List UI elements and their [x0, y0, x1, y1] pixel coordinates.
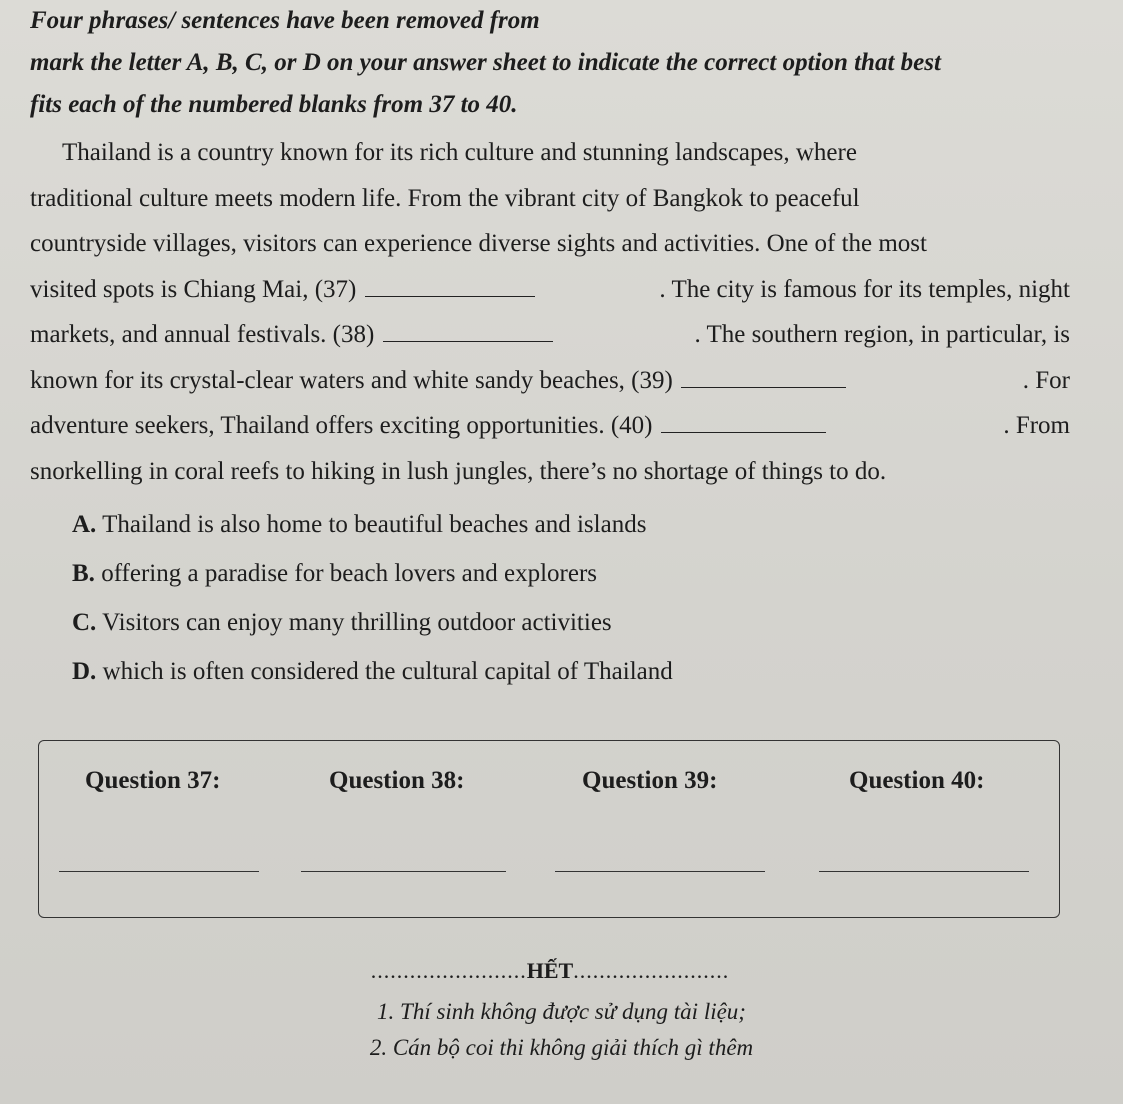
passage-text-after-blank: . The southern region, in particular, is [694, 321, 1070, 348]
blank-40[interactable] [661, 410, 826, 433]
answer-box [38, 740, 1060, 918]
question-39-label: Question 39: [582, 767, 718, 794]
answer-line-38[interactable] [301, 871, 506, 872]
question-37-label: Question 37: [85, 767, 221, 794]
option-c[interactable] [72, 598, 972, 647]
option-b[interactable] [72, 549, 972, 598]
passage-text: Thailand is a country known for its rich culture and stunning landscapes, where [62, 139, 857, 166]
passage-line [30, 130, 1070, 176]
passage-line [30, 176, 1070, 222]
question-38-label: Question 38: [329, 767, 465, 794]
passage-line [30, 403, 1070, 449]
note-line: 1. Thí sinh không được sử dụng tài liệu; [377, 999, 746, 1024]
blank-38[interactable] [383, 319, 553, 342]
instructions [30, 0, 1100, 126]
option-letter: C. [72, 609, 97, 636]
end-text: HẾT [526, 958, 574, 983]
blank-37[interactable] [365, 274, 535, 297]
answer-line-37[interactable] [59, 871, 259, 872]
answer-line-40[interactable] [819, 871, 1029, 872]
dots-left: ........................ [370, 958, 527, 983]
passage-line [30, 358, 1070, 404]
passage-line [30, 449, 1070, 495]
option-text: Visitors can enjoy many thrilling outdoor activities [102, 609, 612, 636]
passage-text [30, 358, 846, 404]
passage-text [30, 403, 826, 449]
instruction-line: fits each of the numbered blanks from 37 to 40. [30, 91, 518, 118]
passage-line [30, 221, 1070, 267]
passage-text-before-blank: adventure seekers, Thailand offers exciting opportunities. (40) [30, 412, 653, 439]
instruction-line: Four phrases/ sentences have been removed from [30, 7, 540, 34]
passage-text-after-blank: . The city is famous for its temples, night [659, 275, 1070, 303]
option-d[interactable] [72, 647, 972, 696]
instruction-line: mark the letter A, B, C, or D on your answer sheet to indicate the correct option that best [30, 49, 941, 76]
passage-line [30, 267, 1070, 313]
passage-text-after-blank: . From [1003, 412, 1070, 439]
reading-passage [30, 130, 1070, 494]
passage-text-before-blank: markets, and annual festivals. (38) [30, 321, 375, 348]
blank-39[interactable] [681, 365, 846, 388]
option-text: offering a paradise for beach lovers and explorers [101, 560, 598, 587]
exam-notes [0, 994, 1123, 1066]
option-text: which is often considered the cultural capital of Thailand [102, 658, 673, 685]
option-letter: A. [72, 511, 97, 538]
passage-text: snorkelling in coral reefs to hiking in lush jungles, there’s no shortage of things to do. [30, 457, 887, 485]
passage-text: countryside villages, visitors can experience diverse sights and activities. One of the most [30, 230, 927, 257]
passage-line [30, 312, 1070, 358]
passage-text [30, 312, 553, 358]
option-letter: D. [72, 658, 97, 685]
answer-options [72, 500, 972, 696]
passage-text-before-blank: known for its crystal-clear waters and white sandy beaches, (39) [30, 366, 673, 394]
end-marker [330, 958, 770, 984]
dots-right: ........................ [573, 958, 730, 983]
question-40-label: Question 40: [849, 767, 985, 794]
passage-text: traditional culture meets modern life. From the vibrant city of Bangkok to peaceful [30, 184, 860, 212]
note-line: 2. Cán bộ coi thi không giải thích gì thêm [369, 1035, 754, 1060]
passage-text-before-blank: visited spots is Chiang Mai, (37) [30, 275, 357, 303]
passage-text [30, 267, 535, 313]
passage-text-after-blank: . For [1022, 366, 1070, 394]
answer-line-39[interactable] [555, 871, 765, 872]
option-letter: B. [72, 560, 95, 587]
option-a[interactable] [72, 500, 972, 549]
option-text: Thailand is also home to beautiful beaches and islands [102, 511, 647, 538]
